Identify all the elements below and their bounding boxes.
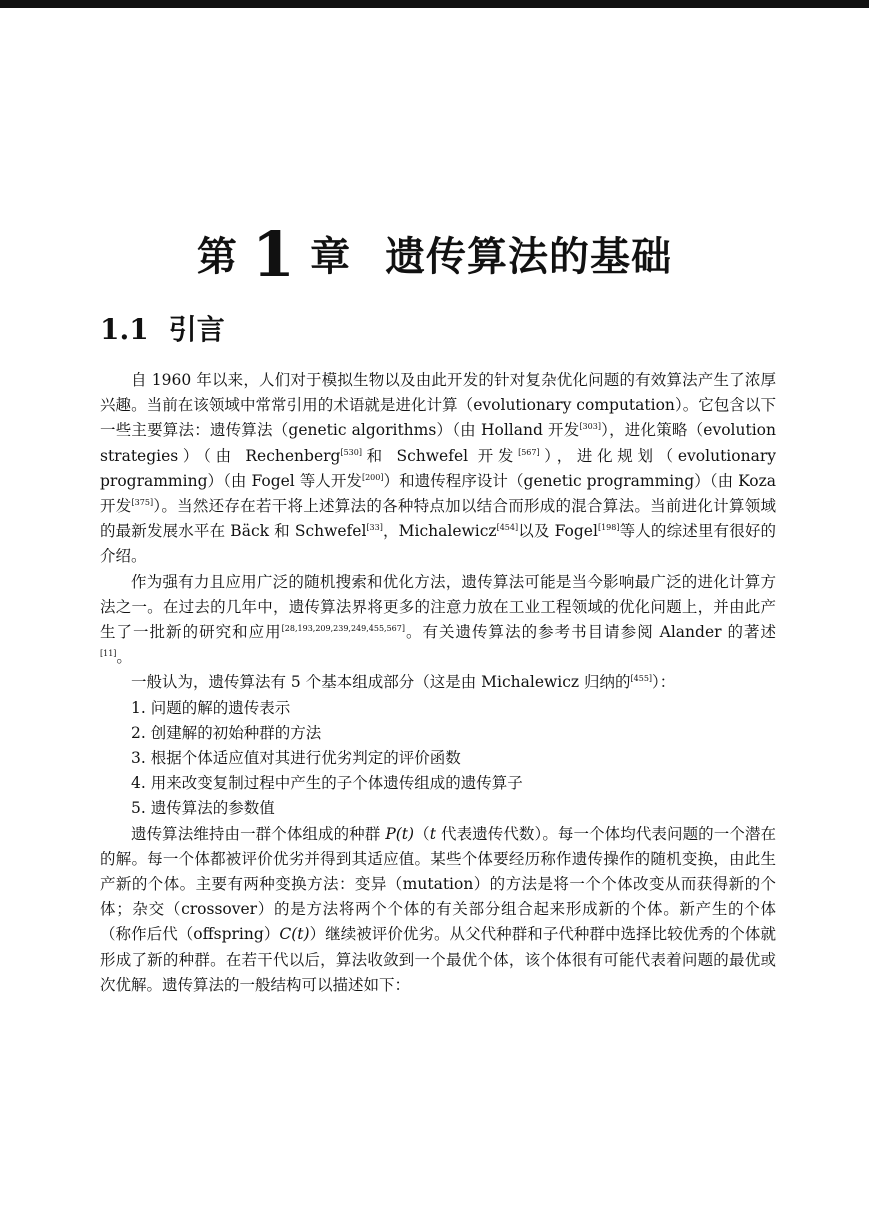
list-item: 4. 用来改变复制过程中产生的子个体遗传组成的遗传算子: [131, 774, 523, 793]
citation: [11]: [100, 649, 117, 659]
section-title: 引言: [168, 313, 225, 346]
math-var: C(t): [279, 925, 310, 944]
list-item: 3. 根据个体适应值对其进行优劣判定的评价函数: [131, 749, 461, 768]
chapter-suffix: 章: [310, 234, 352, 280]
citation: [375]: [131, 498, 154, 508]
citation: [567]: [518, 447, 540, 457]
citation: [200]: [361, 472, 384, 482]
body-text: [100, 368, 776, 998]
citation: [530]: [340, 447, 362, 457]
list-item: 1. 问题的解的遗传表示: [131, 698, 291, 717]
paragraph-structure: 遗传算法维持由一群个体组成的种群 P(t)（t 代表遗传代数）。每一个体均代表问题的一个潜在的解。每一个体都被评价优劣并得到其适应值。某些个体要经历称作遗传操作的随机变换，由此生产新的个体。主要有两种变换方法：变异（mutation）的方法是将一个个体改变从而获得新的个体；杂交（crossover）的是方法将两个个体的有关部分组合起来形成新的个体。新产生的个体（称作后代（offspring）C(t)）继续被评价优劣。从父代种群和子代种群中选择比较优秀的个体就形成了新的种群。在若干代以后，算法收敛到一个最优个体，该个体很有可能代表着问题的最优或次优解。遗传算法的一般结构可以描述如下：: [100, 824, 776, 994]
citation: [28,193,209,239,249,455,567]: [281, 624, 405, 634]
math-var: P(t): [385, 824, 415, 843]
chapter-prefix: 第: [196, 234, 238, 280]
component-list: [100, 696, 776, 822]
paragraph-intro: 自 1960 年以来，人们对于模拟生物以及由此开发的针对复杂优化问题的有效算法产生了浓厚兴趣。当前在该领域中常常引用的术语就是进化计算（evolutionary computation）。它包含以下一些主要算法：遗传算法（genetic algorithms）（由 Holland 开发[303]），进化策略（evolution strategies）（由 Rechenberg[530]和 Schwefel 开发[567]），进化规划（evolutionary programming）（由 Fogel 等人开发[200]）和遗传程序设计（genetic programming）（由 Koza 开发[375]）。当然还存在若干将上述算法的各种特点加以结合而形成的混合算法。当前进化计算领域的最新发展水平在 Bäck 和 Schwefel[33]，Michalewicz[454]以及 Fogel[198]等人的综述里有很好的介绍。: [100, 371, 777, 566]
chapter-name: 遗传算法的基础: [385, 234, 673, 280]
citation: [454]: [496, 523, 519, 533]
math-var: t: [429, 824, 436, 843]
citation: [198]: [597, 523, 620, 533]
list-item: 5. 遗传算法的参数值: [131, 799, 275, 818]
section-number: 1.1: [100, 313, 149, 346]
top-rule: [0, 0, 869, 8]
chapter-title: [0, 218, 869, 291]
citation: [303]: [579, 422, 601, 432]
list-item: 2. 创建解的初始种群的方法: [131, 723, 322, 742]
chapter-number: 1: [251, 218, 297, 291]
paragraph-components: 一般认为，遗传算法有 5 个基本组成部分（这是由 Michalewicz 归纳的[455]）：: [131, 673, 676, 692]
citation: [455]: [630, 674, 653, 684]
citation: [33]: [366, 523, 383, 533]
section-heading: [100, 308, 225, 348]
paragraph-applications: 作为强有力且应用广泛的随机搜索和优化方法，遗传算法可能是当今影响最广泛的进化计算方法之一。在过去的几年中，遗传算法界将更多的注意力放在工业工程领域的优化问题上，并由此产生了一批新的研究和应用[28,193,209,239,249,455,567]。有关遗传算法的参考书目请参阅 Alander 的著述[11]。: [100, 572, 776, 667]
